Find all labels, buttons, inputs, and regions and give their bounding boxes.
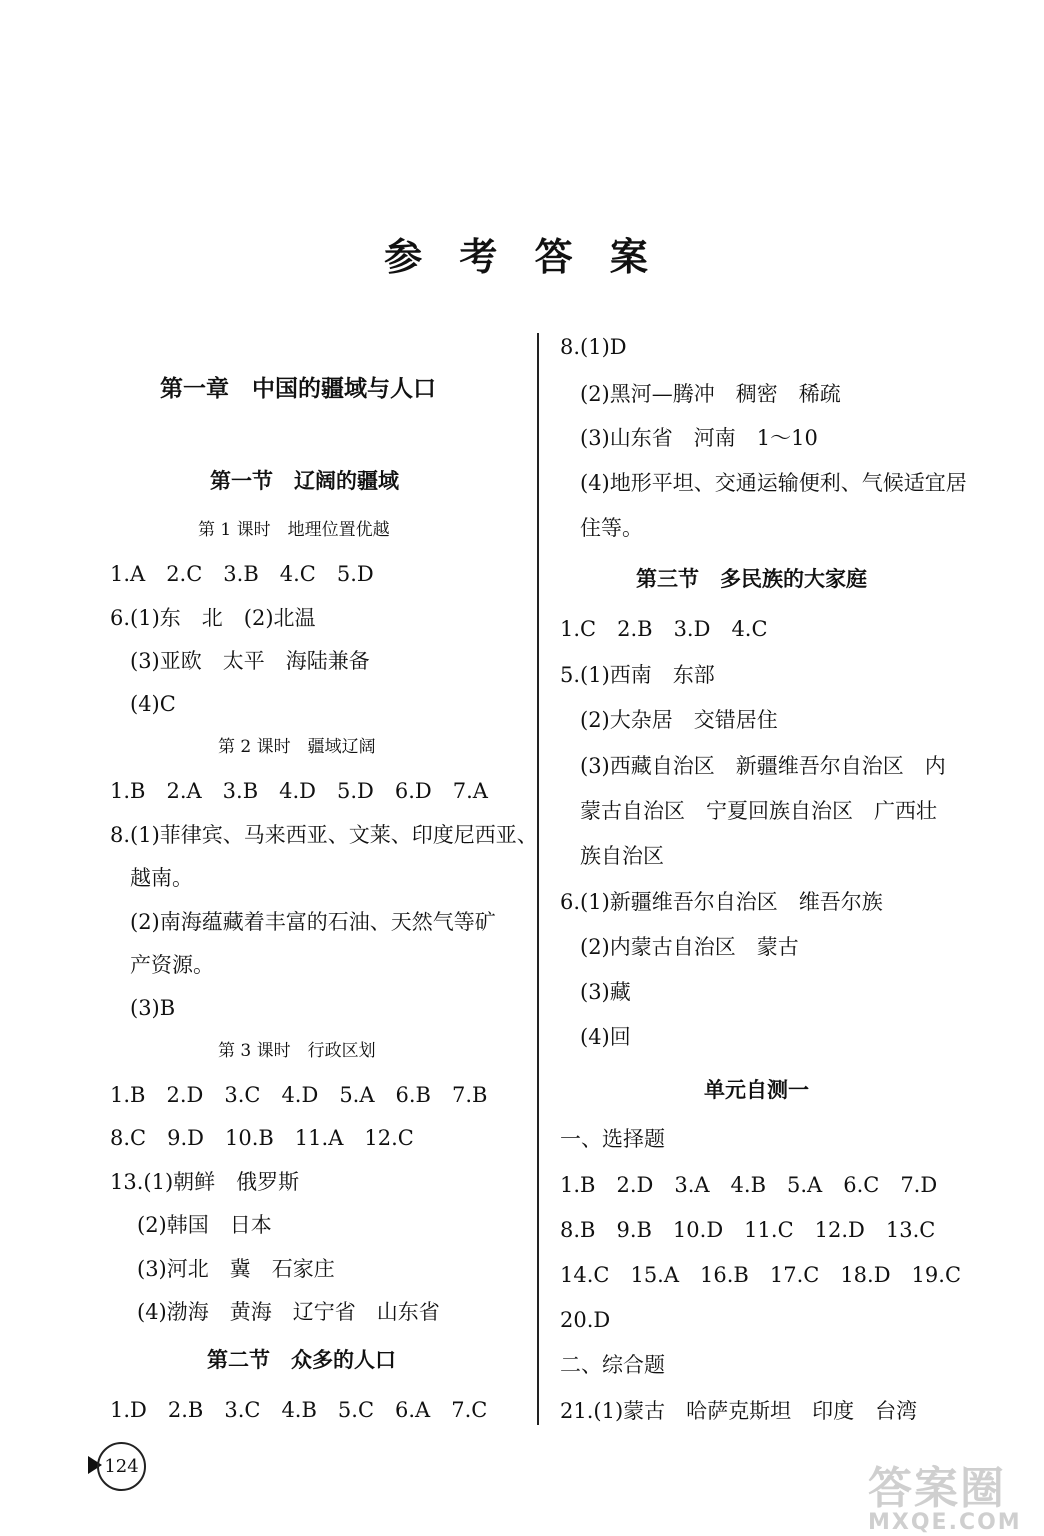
answer-line: 住等。 [580, 516, 643, 540]
column-divider [537, 333, 539, 1425]
answer-line: 1.D 2.B 3.C 4.B 5.C 6.A 7.C [110, 1398, 488, 1422]
answer-line: 1.C 2.B 3.D 4.C [560, 617, 768, 641]
section-heading: 第三节 多民族的大家庭 [636, 567, 867, 591]
page-title: 参 考 答 案 [384, 235, 660, 279]
answer-line: 8.B 9.B 10.D 11.C 12.D 13.C [560, 1218, 936, 1242]
lesson-heading: 第 2 课时 疆域辽阔 [218, 737, 376, 757]
watermark-logo-text: 答案圈 [868, 1463, 1006, 1514]
answer-line: 13.(1)朝鲜 俄罗斯 [110, 1170, 300, 1194]
answer-line: (4)回 [580, 1025, 631, 1049]
section-heading: 第二节 众多的人口 [207, 1348, 396, 1372]
answer-line: 20.D [560, 1308, 611, 1332]
answer-line: (4)地形平坦、交通运输便利、气候适宜居 [580, 471, 967, 495]
answer-line: 越南。 [130, 866, 193, 890]
answer-line: 1.B 2.D 3.A 4.B 5.A 6.C 7.D [560, 1173, 938, 1197]
answer-line: 21.(1)蒙古 哈萨克斯坦 印度 台湾 [560, 1399, 918, 1423]
answer-line: 产资源。 [130, 953, 214, 977]
answer-line: (2)黑河—腾冲 稠密 稀疏 [580, 382, 841, 406]
answer-line: 1.B 2.A 3.B 4.D 5.D 6.D 7.A [110, 779, 488, 803]
answer-line: (3)河北 冀 石家庄 [137, 1257, 335, 1281]
lesson-heading: 第 3 课时 行政区划 [218, 1041, 376, 1061]
watermark-url: MXQE.COM [868, 1510, 1022, 1535]
answer-line: 1.B 2.D 3.C 4.D 5.A 6.B 7.B [110, 1083, 488, 1107]
answer-line: (3)山东省 河南 1～10 [580, 426, 818, 450]
answer-line: (3)西藏自治区 新疆维吾尔自治区 内 [580, 754, 946, 778]
watermark-logo [868, 1452, 1022, 1535]
section-heading: 单元自测一 [704, 1078, 809, 1102]
lesson-heading: 第 1 课时 地理位置优越 [198, 520, 390, 540]
chapter-heading: 第一章 中国的疆域与人口 [160, 376, 436, 402]
answer-line: (4)渤海 黄海 辽宁省 山东省 [137, 1300, 440, 1324]
page-number: 124 [97, 1442, 146, 1491]
answer-line: 8.C 9.D 10.B 11.A 12.C [110, 1126, 414, 1150]
answer-line: (4)C [130, 692, 176, 716]
answer-line: 1.A 2.C 3.B 4.C 5.D [110, 562, 374, 586]
answer-line: 14.C 15.A 16.B 17.C 18.D 19.C [560, 1263, 962, 1287]
answer-line: 6.(1)新疆维吾尔自治区 维吾尔族 [560, 890, 883, 914]
answer-line: (2)南海蕴藏着丰富的石油、天然气等矿 [130, 910, 496, 934]
answer-line: (2)大杂居 交错居住 [580, 708, 778, 732]
answer-line: (3)B [130, 996, 176, 1020]
answer-line: 蒙古自治区 宁夏回族自治区 广西壮 [580, 799, 937, 823]
answer-line: 8.(1)菲律宾、马来西亚、文莱、印度尼西亚、 [110, 823, 538, 847]
answer-line: 6.(1)东 北 (2)北温 [110, 606, 316, 630]
answer-line: (3)藏 [580, 980, 631, 1004]
answer-line: (2)韩国 日本 [137, 1213, 272, 1237]
answer-line: 5.(1)西南 东部 [560, 663, 715, 687]
answer-line: 族自治区 [580, 844, 664, 868]
answer-line: (3)亚欧 太平 海陆兼备 [130, 649, 370, 673]
answer-line: 二、综合题 [560, 1353, 665, 1377]
section-heading: 第一节 辽阔的疆域 [210, 469, 399, 493]
answer-line: (2)内蒙古自治区 蒙古 [580, 935, 799, 959]
answer-line: 一、选择题 [560, 1127, 665, 1151]
answer-line: 8.(1)D [560, 335, 627, 359]
